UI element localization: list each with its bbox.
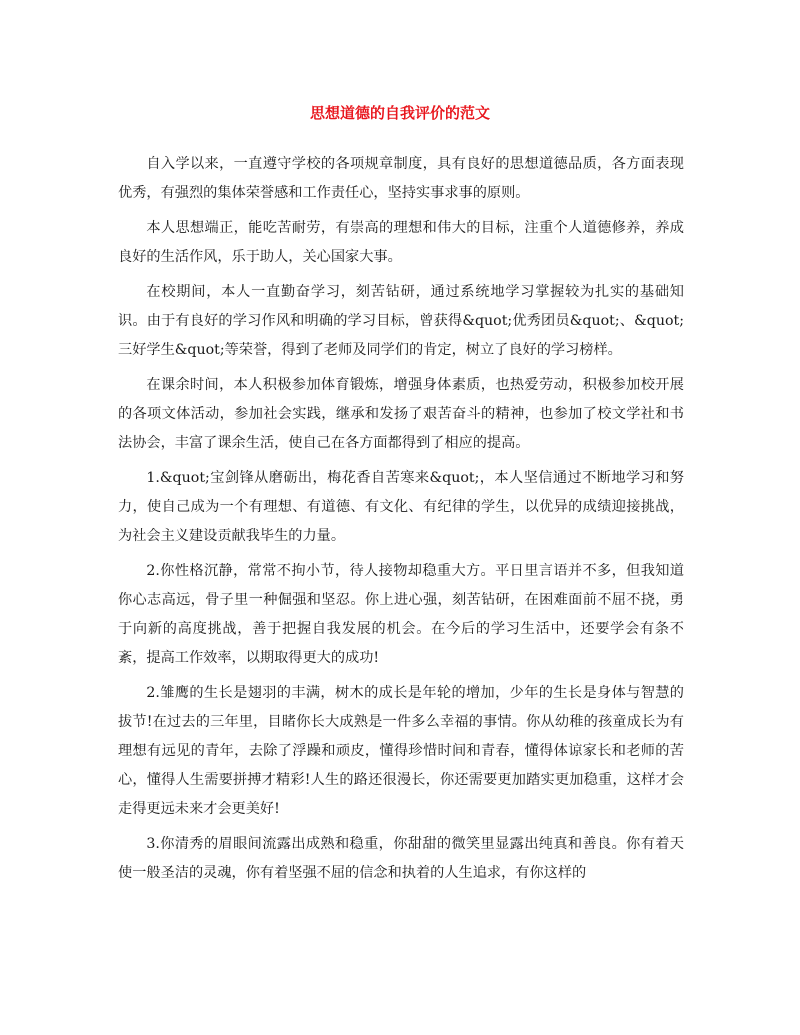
paragraph: 在课余时间，本人积极参加体育锻炼，增强身体素质，也热爱劳动，积极参加校开展的各项文体活动，参加社会实践，继承和发扬了艰苦奋斗的精神，也参加了校文学社和书法协会，丰富了课余生活，使自己在各方面都得到了相应的提高。 — [118, 377, 684, 451]
paragraph: 3.你清秀的眉眼间流露出成熟和稳重，你甜甜的微笑里显露出纯真和善良。你有着天使一般圣洁的灵魂，你有着坚强不屈的信念和执着的人生追求，有你这样的 — [118, 836, 684, 881]
paragraph: 本人思想端正，能吃苦耐劳，有崇高的理想和伟大的目标，注重个人道德修养，养成良好的生活作风，乐于助人，关心国家大事。 — [118, 220, 684, 265]
paragraph: 2.雏鹰的生长是翅羽的丰满，树木的成长是年轮的增加，少年的生长是身体与智慧的拔节!在过去的三年里，目睹你长大成熟是一件多么幸福的事情。你从幼稚的孩童成长为有理想有远见的青年，去除了浮躁和顽皮，懂得珍惜时间和青春，懂得体谅家长和老师的苦心，懂得人生需要拼搏才精彩!人生的路还很漫长，你还需要更加踏实更加稳重，这样才会走得更远未来才会更美好! — [118, 685, 684, 817]
paragraph: 自入学以来，一直遵守学校的各项规章制度，具有良好的思想道德品质，各方面表现优秀，有强烈的集体荣誉感和工作责任心，坚持实事求事的原则。 — [118, 156, 684, 201]
paragraph: 1.&quot;宝剑锋从磨砺出，梅花香自苦寒来&quot;，本人坚信通过不断地学习和努力，使自己成为一个有理想、有道德、有文化、有纪律的学生，以优异的成绩迎接挑战，为社会主义建设贡献我毕生的力量。 — [118, 470, 684, 544]
paragraph: 在校期间，本人一直勤奋学习，刻苦钻研，通过系统地学习掌握较为扎实的基础知识。由于有良好的学习作风和明确的学习目标，曾获得&quot;优秀团员&quot;、&quot;三好学生&quot;等荣誉，得到了老师及同学们的肯定，树立了良好的学习榜样。 — [118, 284, 684, 358]
document-title: 思想道德的自我评价的范文 — [309, 104, 490, 122]
document-body — [118, 150, 684, 894]
paragraph: 2.你性格沉静，常常不拘小节，待人接物却稳重大方。平日里言语并不多，但我知道你心志高远，骨子里一种倔强和坚忍。你上进心强，刻苦钻研，在困难面前不屈不挠，勇于向新的高度挑战，善于把握自我发展的机会。在今后的学习生活中，还要学会有条不紊，提高工作效率，以期取得更大的成功! — [118, 563, 684, 666]
